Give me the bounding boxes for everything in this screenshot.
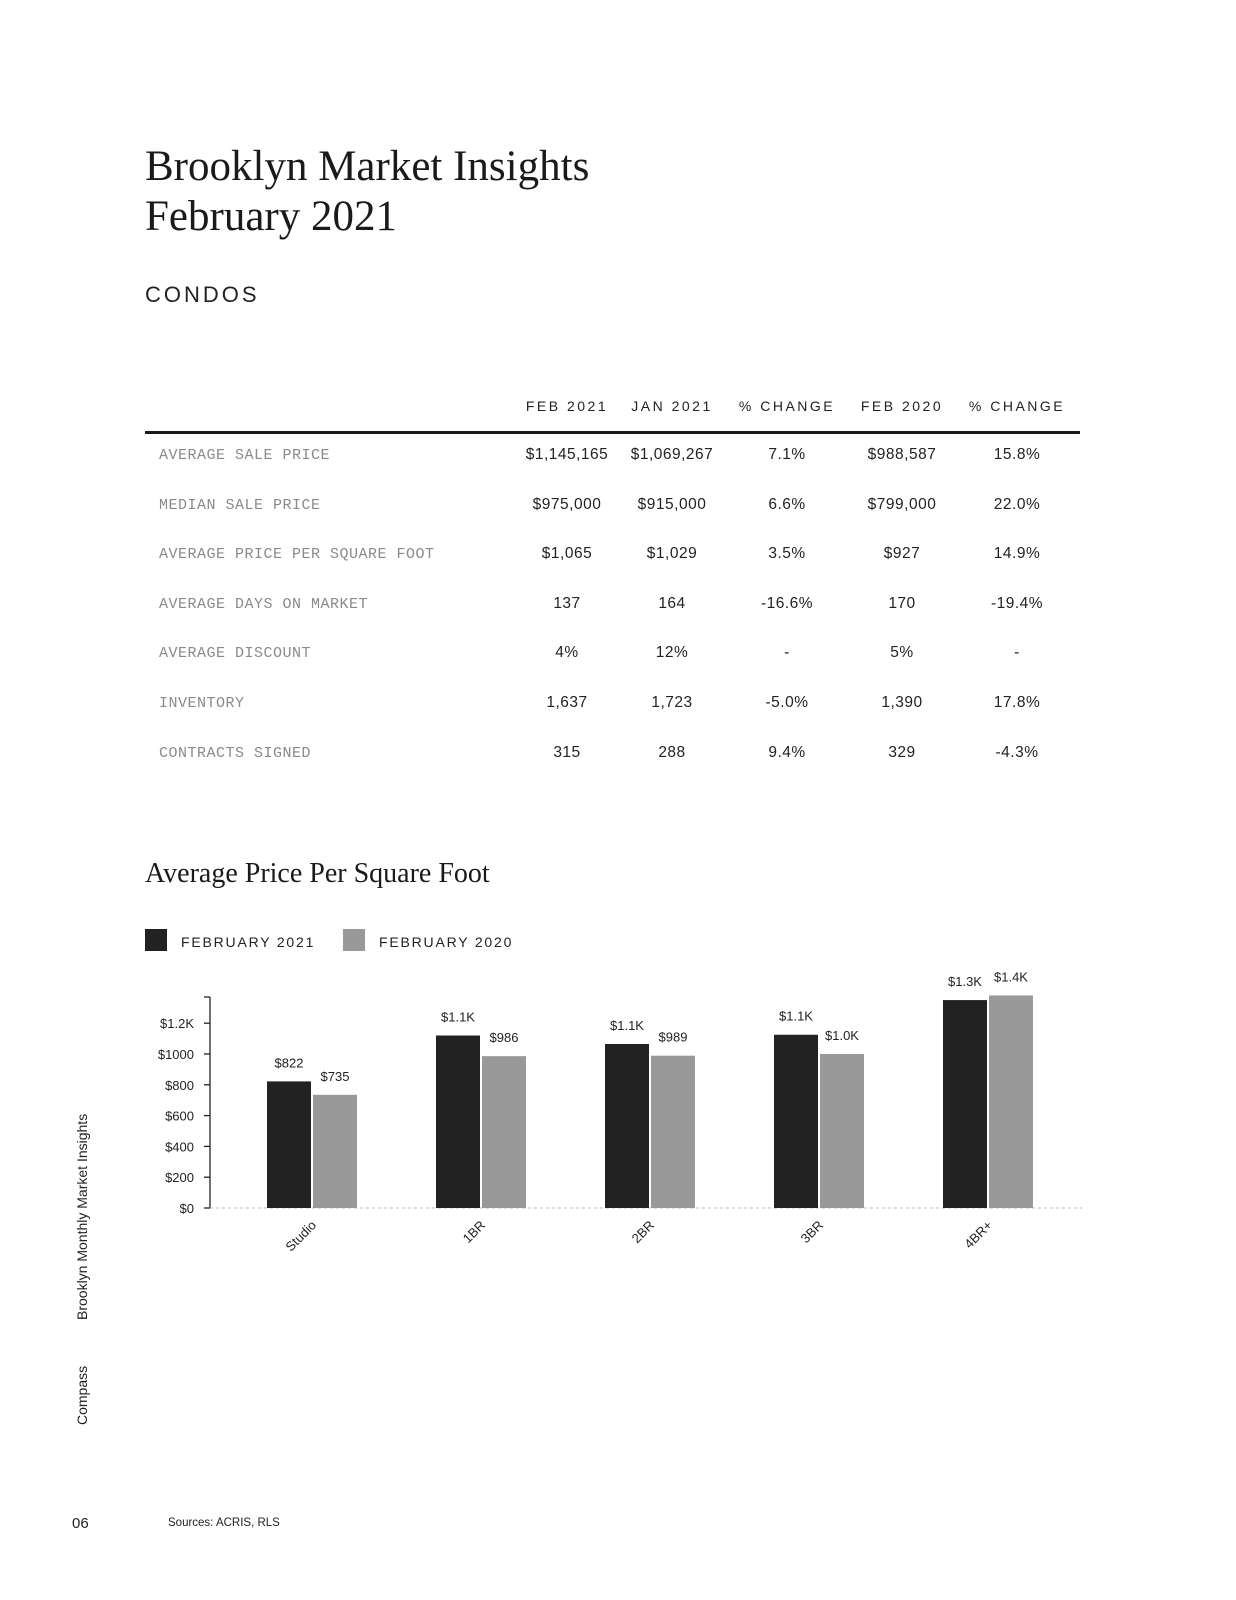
page-number: 06 (72, 1515, 89, 1532)
x-tick-label: Studio (282, 1217, 320, 1255)
table-cell: 1,723 (651, 694, 693, 711)
table-cell: $1,145,165 (525, 446, 609, 463)
table-cell: -16.6% (760, 594, 814, 612)
row-label: AVERAGE DISCOUNT (159, 645, 312, 663)
row-label: MEDIAN SALE PRICE (159, 496, 321, 514)
bar-value-label: $822 (274, 1055, 304, 1071)
row-label: AVERAGE SALE PRICE (159, 447, 331, 464)
bar-studio-s2 (313, 1095, 357, 1208)
table-cell: -5.0% (765, 694, 809, 711)
title-line-1: Brooklyn Market Insights (145, 143, 590, 190)
bar-3br-s1 (774, 1035, 818, 1208)
bar-value-label: $735 (320, 1068, 350, 1084)
bar-studio-s1 (267, 1081, 311, 1208)
table-cell: $988,587 (867, 446, 937, 463)
title-line-2: February 2021 (145, 193, 397, 240)
chart-title: Average Price Per Square Foot (145, 858, 490, 889)
table-cell: $927 (883, 545, 921, 563)
bar-value-label: $1.0K (825, 1027, 859, 1043)
y-tick-label: $600 (165, 1108, 194, 1124)
table-cell: 1,390 (881, 694, 923, 711)
col-header-pct-change-1: % CHANGE (738, 398, 836, 414)
y-tick-label: $1000 (157, 1046, 194, 1062)
bar-value-label: $1.3K (948, 974, 982, 990)
table-cell: $1,029 (646, 545, 698, 563)
legend-label-feb-2021: FEBRUARY 2021 (181, 934, 316, 950)
table-cell: 9.4% (768, 743, 806, 761)
table-cell: 170 (888, 594, 916, 612)
table-cell: 329 (888, 743, 916, 761)
table-cell: 3.5% (768, 545, 806, 563)
y-tick-label: $800 (165, 1077, 194, 1093)
table-cell: 137 (553, 594, 581, 612)
table-cell: 15.8% (993, 446, 1041, 463)
x-tick-label: 2BR (628, 1217, 658, 1247)
table-cell: 288 (658, 743, 686, 761)
bar-1br-s1 (436, 1036, 480, 1208)
table-cell: 164 (658, 594, 686, 612)
side-brand: Compass (74, 1365, 90, 1425)
col-header-feb-2020: FEB 2020 (860, 398, 944, 414)
row-label: AVERAGE PRICE PER SQUARE FOOT (159, 546, 435, 564)
row-label: AVERAGE DAYS ON MARKET (159, 595, 369, 613)
table-cell: $915,000 (637, 495, 707, 513)
bar-4br-s1 (943, 1000, 987, 1208)
bar-4br-s2 (989, 995, 1033, 1208)
table-cell: $1,069,267 (630, 446, 714, 463)
x-tick-label: 4BR+ (961, 1217, 996, 1252)
table-cell: 315 (553, 743, 581, 761)
table-cell: 1,637 (546, 694, 588, 711)
table-cell: -4.3% (995, 743, 1039, 761)
table-cell: 7.1% (768, 446, 806, 463)
bar-2br-s1 (605, 1044, 649, 1208)
bar-1br-s2 (482, 1056, 526, 1208)
section-heading: CONDOS (145, 282, 260, 307)
table-cell: 22.0% (993, 495, 1041, 513)
x-tick-label: 3BR (797, 1217, 827, 1247)
table-cell: $799,000 (867, 495, 937, 513)
bar-2br-s2 (651, 1056, 695, 1208)
col-header-jan-2021: JAN 2021 (631, 398, 713, 414)
row-label: INVENTORY (159, 695, 245, 712)
table-cell: - (784, 644, 790, 662)
table-cell: 14.9% (993, 545, 1041, 563)
table-cell: -19.4% (990, 594, 1044, 612)
bar-value-label: $1.4K (994, 969, 1028, 985)
table-cell: 5% (890, 644, 914, 662)
table-cell: - (1014, 644, 1020, 662)
y-tick-label: $200 (165, 1170, 194, 1186)
y-tick-label: $400 (165, 1139, 194, 1155)
legend-label-feb-2020: FEBRUARY 2020 (379, 934, 514, 950)
y-tick-label: $1.2K (160, 1016, 194, 1032)
bar-value-label: $1.1K (441, 1009, 475, 1025)
col-header-pct-change-2: % CHANGE (968, 398, 1066, 414)
table-cell: 17.8% (993, 694, 1041, 711)
col-header-feb-2021: FEB 2021 (525, 398, 609, 414)
sources-note: Sources: ACRIS, RLS (168, 1517, 280, 1529)
table-cell: $1,065 (541, 545, 593, 563)
x-tick-label: 1BR (459, 1217, 489, 1247)
bar-value-label: $986 (489, 1030, 519, 1046)
table-cell: 4% (555, 644, 579, 662)
bar-value-label: $1.1K (610, 1017, 644, 1033)
bar-3br-s2 (820, 1054, 864, 1208)
table-cell: $975,000 (532, 495, 602, 513)
row-label: CONTRACTS SIGNED (159, 744, 312, 762)
bar-value-label: $1.1K (779, 1008, 813, 1024)
bar-value-label: $989 (658, 1029, 688, 1045)
table-cell: 12% (655, 644, 689, 662)
table-cell: 6.6% (768, 495, 806, 513)
side-title: Brooklyn Monthly Market Insights (74, 1113, 90, 1320)
y-tick-label: $0 (179, 1201, 194, 1216)
